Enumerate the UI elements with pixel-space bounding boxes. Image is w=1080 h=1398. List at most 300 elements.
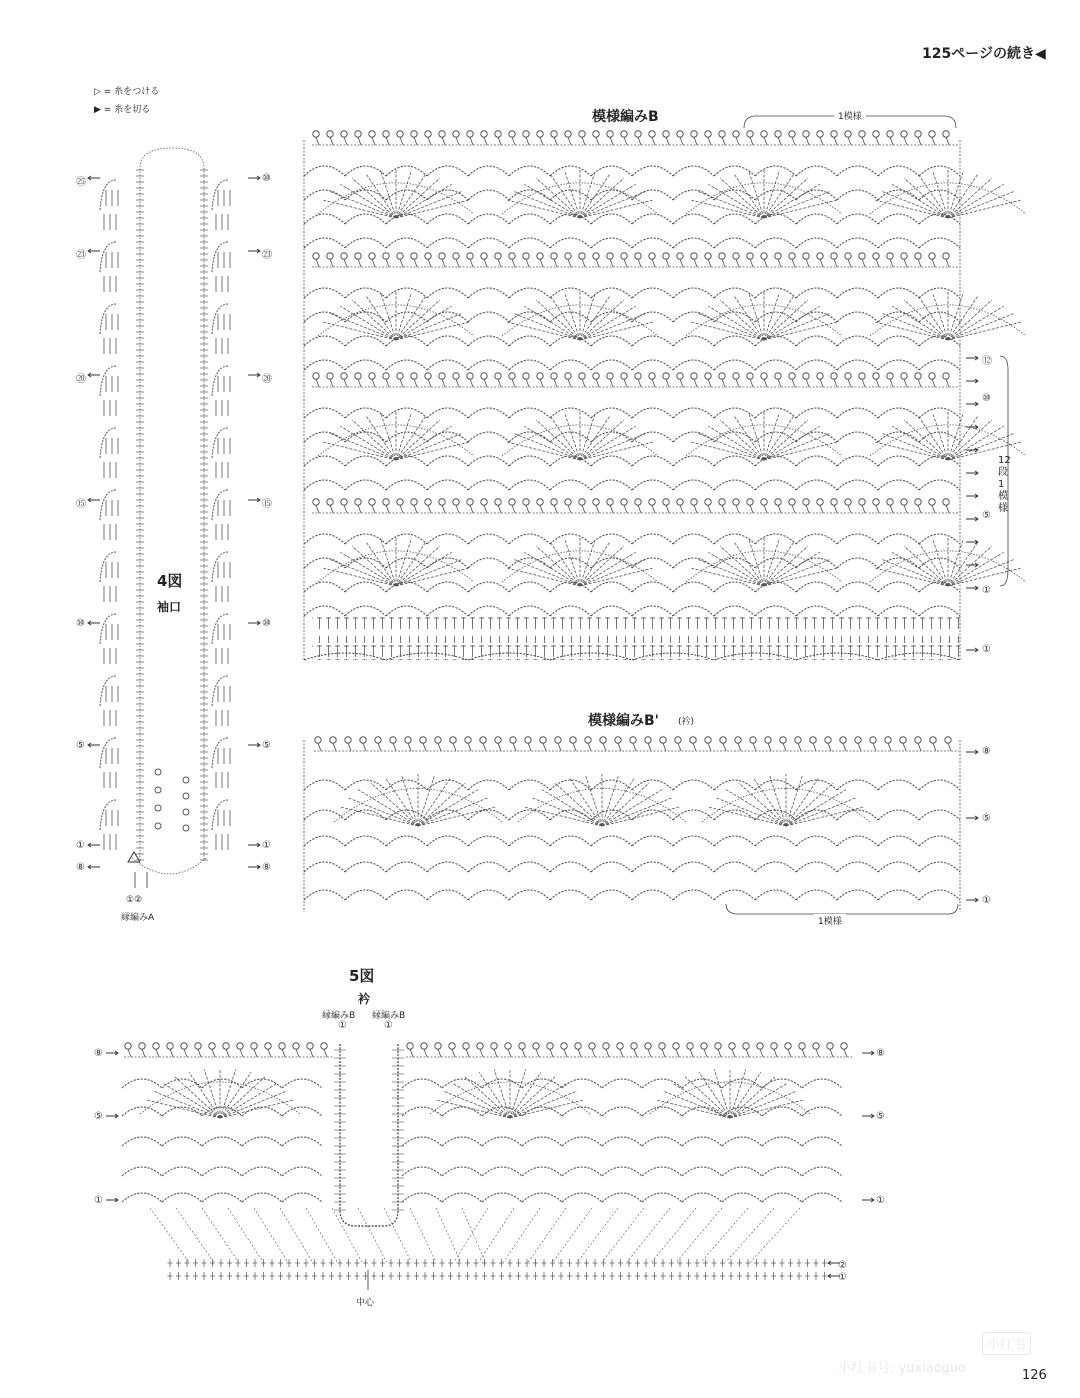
picot [789, 131, 795, 137]
join-chain [132, 858, 206, 874]
picot [183, 777, 189, 783]
picot [789, 253, 795, 259]
picot-stem [932, 379, 935, 387]
chain-arch [714, 836, 755, 846]
picot-stem [680, 505, 683, 513]
picot-stem [848, 259, 851, 267]
picot [155, 805, 161, 811]
chain-arch [919, 606, 960, 616]
chain-arch [673, 166, 714, 176]
picot [585, 737, 591, 743]
picot [537, 373, 543, 379]
treble-stitch [323, 568, 396, 586]
picot [675, 737, 681, 743]
treble-stitch [708, 426, 764, 460]
picot [383, 499, 389, 505]
chain-arch [796, 836, 837, 846]
picot [887, 131, 893, 137]
treble-stitch [708, 306, 764, 340]
treble-stitch [396, 552, 452, 586]
treble-stitch [948, 552, 1004, 586]
treble-stitch [764, 184, 820, 218]
fig5-edge-left: 縁編みB [322, 1011, 356, 1021]
chain-arch [427, 480, 468, 490]
pattern-b-repeat-label: 1模様 [834, 109, 866, 122]
picot-stem [393, 743, 396, 751]
chain-arch [714, 166, 755, 176]
chain-arch [755, 190, 796, 200]
picot [139, 1043, 145, 1049]
picot [481, 499, 487, 505]
row-arrow [248, 865, 260, 869]
treble-stitch [580, 442, 653, 460]
chain-arch [304, 190, 345, 200]
picot [677, 373, 683, 379]
edge-arch [212, 366, 228, 396]
picot [720, 737, 726, 743]
picot [733, 253, 739, 259]
picot [383, 253, 389, 259]
picot [733, 373, 739, 379]
chain-arch [755, 432, 796, 442]
row-arrow [862, 1198, 874, 1202]
treble-stitch [580, 184, 636, 218]
chain-arch [796, 780, 837, 790]
picot-stem [946, 259, 949, 267]
picot [873, 373, 879, 379]
chain-arch [282, 1167, 322, 1176]
chain-arch [642, 1167, 682, 1176]
treble-stitch [352, 546, 396, 586]
fig5-row-mark-right: ② [838, 1260, 847, 1271]
chain-arch [602, 1137, 642, 1146]
picot-stem [386, 505, 389, 513]
picot [411, 373, 417, 379]
picot-stem [816, 1049, 819, 1057]
chain-arch [673, 312, 714, 322]
edge-arch [212, 242, 228, 272]
edge-arch [100, 428, 116, 458]
chain-arch [755, 890, 796, 900]
fig5-row-mark-left: ① [94, 1195, 103, 1206]
chain-arch [642, 1137, 682, 1146]
picot-stem [618, 743, 621, 751]
picot-stem [358, 259, 361, 267]
treble-stitch [764, 546, 808, 586]
picot-stem [414, 379, 417, 387]
picot-stem [528, 743, 531, 751]
cut-yarn-icon: ▶ [94, 105, 101, 115]
pattern-b-prime-row-mark: ① [982, 895, 991, 906]
picot [209, 1043, 215, 1049]
picot-stem [568, 137, 571, 145]
chain-arch [714, 780, 755, 790]
chain-arch [837, 606, 878, 616]
picot-stem [890, 259, 893, 267]
picot-stem [638, 259, 641, 267]
chain-arch [550, 408, 591, 418]
picot-stem [540, 137, 543, 145]
chain-spoke [332, 1208, 362, 1262]
treble-stitch [507, 568, 580, 586]
picot [659, 1043, 665, 1049]
picot [435, 1043, 441, 1049]
pattern-b-chart [304, 116, 1026, 660]
row-arrow [248, 743, 260, 747]
picot [561, 1043, 567, 1049]
treble-stitch [352, 178, 396, 218]
treble-stitch [396, 442, 469, 460]
picot-stem [358, 379, 361, 387]
picot-stem [904, 379, 907, 387]
picot [691, 253, 697, 259]
treble-stitch [220, 1077, 265, 1118]
chain-arch [673, 190, 714, 200]
treble-stitch [764, 420, 808, 460]
picot-stem [344, 505, 347, 513]
edge-arch [212, 552, 228, 582]
chain-arch [345, 360, 386, 370]
front-opening-edge [340, 1044, 398, 1226]
treble-stitch [396, 200, 469, 218]
picot-stem [820, 137, 823, 145]
row-arrow [966, 448, 978, 452]
picot-stem [324, 1049, 327, 1057]
chain-arch [722, 1193, 762, 1202]
picot [789, 373, 795, 379]
picot-stem [484, 137, 487, 145]
chain-arch [345, 780, 386, 790]
picot [125, 1043, 131, 1049]
picot-stem [330, 505, 333, 513]
picot-stem [344, 259, 347, 267]
picot [803, 373, 809, 379]
chain-arch [427, 456, 468, 466]
chain-arch [550, 238, 591, 248]
picot-stem [778, 137, 781, 145]
chain-arch [427, 312, 468, 322]
picot [915, 737, 921, 743]
row-arrow [966, 402, 978, 406]
chain-arch [402, 1193, 442, 1202]
picot-stem [588, 743, 591, 751]
picot [607, 373, 613, 379]
chain-arch [878, 214, 919, 224]
picot-stem [736, 379, 739, 387]
picot-stem [386, 137, 389, 145]
picot [495, 131, 501, 137]
picot [635, 499, 641, 505]
treble-stitch [764, 426, 820, 460]
chain-arch [673, 456, 714, 466]
picot [375, 737, 381, 743]
chain-arch [509, 890, 550, 900]
chain-arch [550, 360, 591, 370]
treble-stitch [580, 300, 624, 340]
chain-arch [673, 582, 714, 592]
picot [677, 131, 683, 137]
chain-arch [282, 1193, 322, 1202]
picot [425, 373, 431, 379]
chain-arch [796, 336, 837, 346]
treble-stitch [904, 300, 948, 340]
picot-stem [610, 379, 613, 387]
treble-stitch [580, 552, 636, 586]
row-arrow [966, 379, 978, 383]
picot [509, 131, 515, 137]
picot-stem [834, 379, 837, 387]
chain-arch [427, 288, 468, 298]
picot [649, 373, 655, 379]
picot [649, 253, 655, 259]
treble-stitch [764, 173, 794, 218]
watermark-logo: 小红书 [982, 1332, 1031, 1355]
chain-arch [714, 480, 755, 490]
picot-stem [330, 259, 333, 267]
picot [747, 131, 753, 137]
chain-arch [550, 534, 591, 544]
picot [817, 131, 823, 137]
picot [775, 499, 781, 505]
picot [929, 253, 935, 259]
edge-arch [100, 800, 116, 830]
picot [943, 499, 949, 505]
treble-stitch [656, 1100, 730, 1118]
picot [523, 253, 529, 259]
picot [383, 131, 389, 137]
chain-arch [386, 288, 427, 298]
picot [705, 253, 711, 259]
picot-stem [764, 259, 767, 267]
treble-stitch [734, 295, 764, 340]
picot-stem [750, 505, 753, 513]
picot-stem [663, 743, 666, 751]
chain-arch [837, 456, 878, 466]
chain-arch [755, 312, 796, 322]
chain-spoke [701, 1208, 748, 1262]
picot [810, 737, 816, 743]
chain-spoke [751, 1208, 801, 1262]
picot [719, 373, 725, 379]
row-arrow [966, 356, 978, 360]
picot-stem [554, 137, 557, 145]
fig4-row-mark-left: ⑮ [76, 499, 86, 510]
picot [551, 253, 557, 259]
picot [845, 499, 851, 505]
chain-arch [919, 862, 960, 872]
row-arrow [862, 1114, 874, 1118]
picot-stem [568, 505, 571, 513]
picot [307, 1043, 313, 1049]
picot [537, 499, 543, 505]
picot [750, 737, 756, 743]
picot-stem [946, 505, 949, 513]
picot-stem [316, 259, 319, 267]
picot-stem [638, 505, 641, 513]
picot [439, 373, 445, 379]
chain-arch [468, 360, 509, 370]
picot [859, 373, 865, 379]
treble-stitch [602, 790, 662, 826]
picot-stem [438, 743, 441, 751]
chain-arch [468, 312, 509, 322]
picot-stem [792, 259, 795, 267]
treble-stitch [764, 300, 808, 340]
picot-stem [582, 137, 585, 145]
chain-arch [632, 582, 673, 592]
picot [789, 499, 795, 505]
chain-spoke [436, 1208, 461, 1262]
picot-stem [428, 505, 431, 513]
treble-stitch [396, 568, 469, 586]
chain-arch [509, 360, 550, 370]
treble-stitch [352, 300, 396, 340]
picot-stem [212, 1049, 215, 1057]
treble-stitch [875, 322, 948, 340]
chain-arch [837, 190, 878, 200]
treble-stitch [734, 415, 764, 460]
chain-arch [122, 1079, 162, 1088]
chain-spoke [462, 1208, 485, 1262]
picot-stem [862, 259, 865, 267]
picot-stem [918, 259, 921, 267]
picot [593, 373, 599, 379]
picot-stem [400, 137, 403, 145]
picot [579, 131, 585, 137]
chain-arch [304, 408, 345, 418]
picot-stem [820, 259, 823, 267]
pattern-b-row-mark: ⑩ [982, 393, 991, 404]
chain-arch [837, 780, 878, 790]
picot [690, 737, 696, 743]
picot-stem [918, 137, 921, 145]
picot [831, 253, 837, 259]
fig4-title: 4図 [157, 572, 183, 590]
chain-arch [242, 1137, 282, 1146]
treble-stitch [163, 1083, 220, 1118]
treble-stitch [580, 178, 624, 218]
chain-arch [427, 214, 468, 224]
picot-stem [128, 1049, 131, 1057]
chain-arch [345, 336, 386, 346]
chain-arch [796, 190, 837, 200]
treble-stitch [786, 798, 856, 826]
picot [439, 499, 445, 505]
picot-stem [820, 379, 823, 387]
picot-stem [456, 379, 459, 387]
picot-stem [918, 505, 921, 513]
picot-stem [708, 743, 711, 751]
picot-stem [932, 505, 935, 513]
chain-arch [919, 780, 960, 790]
chain-arch [304, 432, 345, 442]
row-arrow [88, 176, 100, 180]
chain-arch [427, 810, 468, 820]
picot [467, 373, 473, 379]
chain-arch [386, 480, 427, 490]
picot-stem [330, 137, 333, 145]
chain-arch [282, 1107, 322, 1116]
picot-stem [254, 1049, 257, 1057]
treble-stitch [453, 1083, 510, 1118]
attach-yarn-icon [128, 852, 140, 862]
legend-attach-text: = 糸をつける [103, 87, 160, 97]
picot [631, 1043, 637, 1049]
picot-stem [834, 137, 837, 145]
treble-stitch [536, 420, 580, 460]
chain-arch [878, 166, 919, 176]
chain-arch [796, 214, 837, 224]
chain-arch [591, 238, 632, 248]
treble-stitch [948, 300, 992, 340]
treble-stitch [764, 200, 837, 218]
chain-arch [386, 432, 427, 442]
fig5-edge-right: 縁編みB [372, 1011, 406, 1021]
chain-arch [468, 534, 509, 544]
picot [915, 499, 921, 505]
edge-arch [212, 738, 228, 768]
chain-arch [591, 166, 632, 176]
chain-spoke [176, 1208, 214, 1262]
picot-stem [582, 505, 585, 513]
chain-arch [837, 336, 878, 346]
treble-stitch [550, 295, 580, 340]
picot [519, 1043, 525, 1049]
picot-stem [610, 505, 613, 513]
chain-arch [345, 456, 386, 466]
chain-arch [632, 456, 673, 466]
chain-arch [522, 1137, 562, 1146]
chain-arch [550, 432, 591, 442]
picot-stem [694, 259, 697, 267]
picot-stem [470, 259, 473, 267]
picot-stem [792, 137, 795, 145]
picot-stem [348, 743, 351, 751]
treble-stitch [146, 1100, 220, 1118]
treble-stitch [734, 541, 764, 586]
picot [579, 373, 585, 379]
chain-arch [642, 1107, 682, 1116]
picot-stem [792, 505, 795, 513]
picot [450, 737, 456, 743]
chain-spoke [652, 1208, 696, 1262]
treble-stitch [948, 178, 992, 218]
picot-stem [372, 379, 375, 387]
picot [873, 131, 879, 137]
chain-arch [837, 214, 878, 224]
treble-stitch [730, 1091, 797, 1118]
chain-arch [122, 1107, 162, 1116]
picot [237, 1043, 243, 1049]
picot [407, 1043, 413, 1049]
chain-arch [673, 480, 714, 490]
picot [761, 253, 767, 259]
treble-stitch [948, 173, 978, 218]
chain-arch [755, 606, 796, 616]
picot-stem [508, 1049, 511, 1057]
picot [859, 499, 865, 505]
picot-stem [778, 379, 781, 387]
picot-stem [858, 743, 861, 751]
chain-arch [632, 534, 673, 544]
picot-stem [470, 505, 473, 513]
chain-arch [755, 836, 796, 846]
fig5-row-mark-right: ① [876, 1195, 885, 1206]
picot [691, 131, 697, 137]
picot-stem [652, 259, 655, 267]
chain-arch [550, 606, 591, 616]
picot [540, 737, 546, 743]
